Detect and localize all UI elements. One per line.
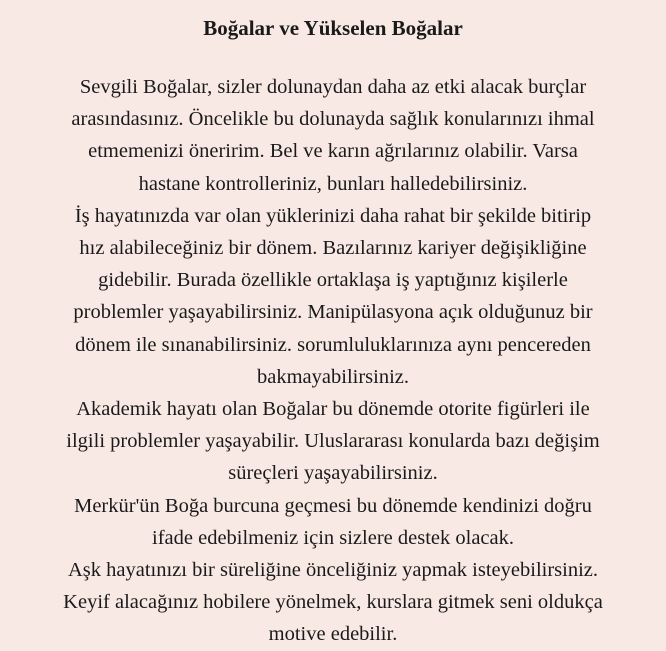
text-line: İş hayatınızda var olan yüklerinizi daha rahat bir şekilde bitirip [74,204,592,227]
text-line: hız alabileceğiniz bir dönem. Bazılarınız kariyer değişikliğine [79,237,587,260]
text-line: motive edebilir. [268,623,398,646]
text-line: etmemenizi öneririm. Bel ve karın ağrılarınız olabilir. Varsa [88,140,578,163]
text-line: gidebilir. Burada özellikle ortaklaşa iş yaptığınız kişilerle [98,269,568,292]
text-line: hastane kontrolleriniz, bunları halledebilirsiniz. [138,172,528,195]
text-line: Sevgili Boğalar, sizler dolunaydan daha az etki alacak burçlar [79,76,587,98]
text-line: problemler yaşayabilirsiniz. Manipülasyona açık olduğunuz bir [73,301,593,324]
text-line: süreçleri yaşayabilirsiniz. [228,462,438,485]
text-line: Merkür'ün Boğa burcuna geçmesi bu dönemde kendinizi doğru [74,494,592,517]
text-line: bakmayabilirsiniz. [257,365,409,388]
text-line: ilgili problemler yaşayabilir. Uluslararası konularda bazı değişim [66,430,600,453]
text-line: Aşk hayatınızı bir süreliğine önceliğiniz yapmak isteyebilirsiniz. [67,559,599,582]
text-line: Keyif alacağınız hobilere yönelmek, kurslara gitmek seni oldukça [63,591,603,614]
document-body [0,71,666,651]
text-line: Akademik hayatı olan Boğalar bu dönemde otorite figürleri ile [76,398,590,421]
text-line: ifade edebilmeniz için sizlere destek olacak. [152,526,514,549]
document-title: Boğalar ve Yükselen Boğalar [203,16,463,40]
text-line: arasındasınız. Öncelikle bu dolunayda sağlık konularınızı ihmal [71,108,595,131]
text-line: dönem ile sınanabilirsiniz. sorumluluklarınıza aynı pencereden [75,333,591,356]
